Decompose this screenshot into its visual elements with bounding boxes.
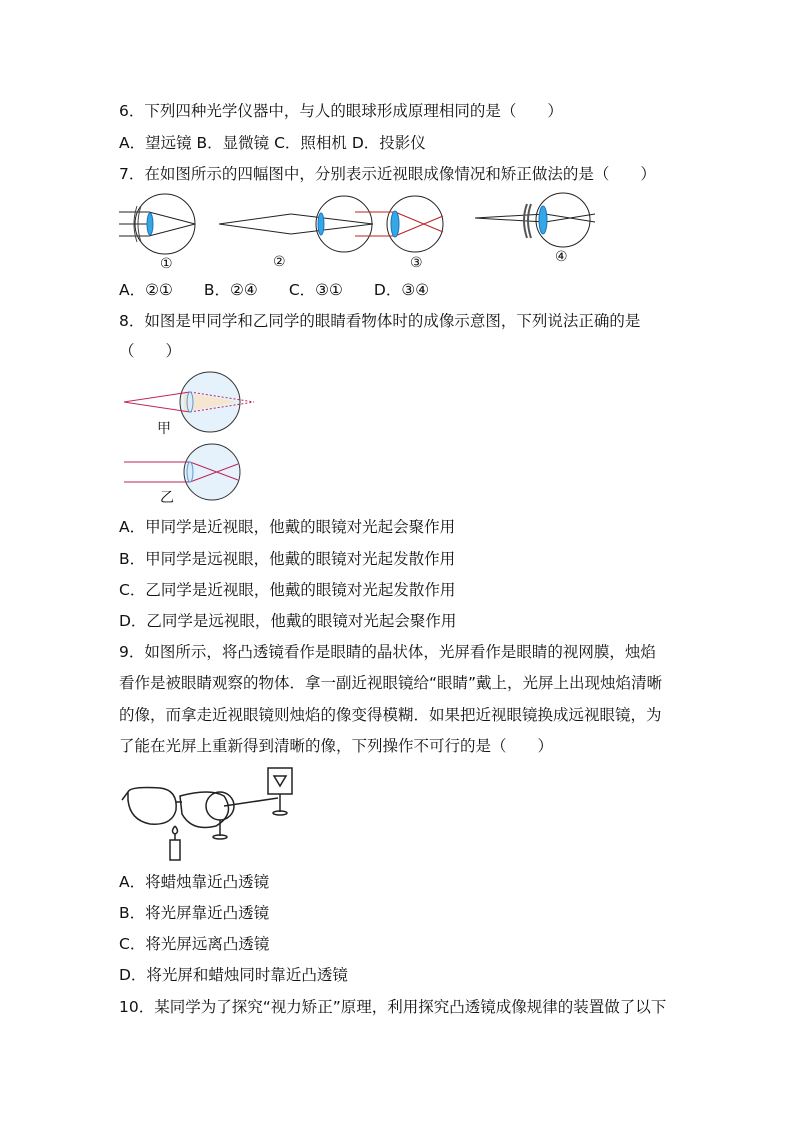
q7-label-3: ③	[410, 255, 423, 271]
q8-stem-line2: （ ）	[119, 342, 182, 360]
q7-label-1: ①	[160, 256, 173, 272]
q8-diagram-yi	[124, 444, 240, 500]
q6-stem: 6．下列四种光学仪器中，与人的眼球形成原理相同的是（ ）	[119, 102, 563, 120]
q8-option-c: C．乙同学是近视眼，他戴的眼镜对光起发散作用	[119, 581, 456, 599]
q8-eye-diagrams	[120, 370, 260, 504]
q7-label-4: ④	[555, 249, 568, 265]
q7-eye-diagrams	[119, 192, 599, 274]
q9-option-c: C．将光屏远离凸透镜	[119, 935, 270, 953]
q8-option-d: D．乙同学是远视眼，他戴的眼镜对光起会聚作用	[119, 612, 457, 630]
q9-option-b: B．将光屏靠近凸透镜	[119, 904, 270, 922]
q9-stem-line4: 了能在光屏上重新得到清晰的像，下列操作不可行的是（ ）	[119, 737, 554, 755]
q9-stem-line1: 9．如图所示，将凸透镜看作是眼睛的晶状体，光屏看作是眼睛的视网膜，烛焰	[119, 643, 656, 661]
q9-stem-line2: 看作是被眼睛观察的物体．拿一副近视眼镜给“眼睛”戴上，光屏上出现烛焰清晰	[119, 674, 663, 692]
q7-diagram-4	[475, 193, 595, 247]
q7-options: A．②① B．②④ C．③① D．③④	[119, 281, 430, 299]
q9-option-a: A．将蜡烛靠近凸透镜	[119, 873, 270, 891]
q9-option-d: D．将光屏和蜡烛同时靠近凸透镜	[119, 966, 348, 984]
q9-glasses-candle-diagram	[120, 766, 310, 864]
q8-label-yi: 乙	[160, 490, 174, 506]
q8-option-b: B．甲同学是远视眼，他戴的眼镜对光起发散作用	[119, 550, 456, 568]
q10-stem-line1: 10．某同学为了探究“视力矫正”原理，利用探究凸透镜成像规律的装置做了以下	[119, 998, 667, 1016]
q7-diagram-2	[219, 196, 373, 252]
q8-diagram-jia	[124, 372, 254, 432]
q7-diagram-1	[119, 194, 195, 254]
q7-stem: 7．在如图所示的四幅图中，分别表示近视眼成像情况和矫正做法的是（ ）	[119, 165, 656, 183]
q6-options: A．望远镜 B．显微镜 C．照相机 D．投影仪	[119, 134, 426, 152]
q8-option-a: A．甲同学是近视眼，他戴的眼镜对光起会聚作用	[119, 518, 456, 536]
q8-stem-line1: 8．如图是甲同学和乙同学的眼睛看物体时的成像示意图，下列说法正确的是	[119, 312, 641, 330]
q7-diagram-3	[355, 196, 443, 252]
q9-stem-line3: 的像，而拿走近视眼镜则烛焰的像变得模糊．如果把近视眼镜换成远视眼镜，为	[119, 706, 662, 724]
q8-label-jia: 甲	[157, 421, 171, 437]
q7-label-2: ②	[273, 254, 286, 270]
